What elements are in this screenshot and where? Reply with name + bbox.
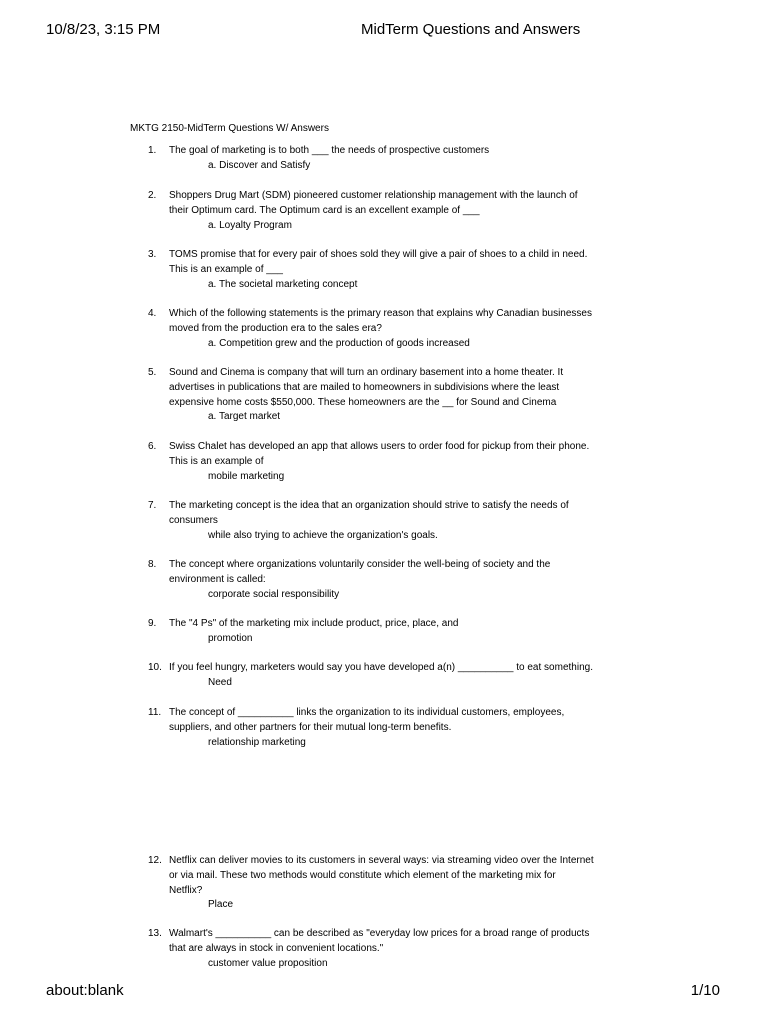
answer-text: customer value proposition: [208, 957, 328, 969]
question-body: [169, 927, 644, 971]
question-number: 7.: [148, 500, 157, 511]
question-number: 3.: [148, 249, 157, 260]
question-body: [169, 854, 644, 913]
answer-text: Need: [208, 676, 232, 688]
question-body: [169, 706, 644, 750]
question-number: 8.: [148, 559, 157, 570]
answer-text: relationship marketing: [208, 736, 306, 748]
answer-text: corporate social responsibility: [208, 588, 340, 600]
question-number: 10.: [148, 662, 162, 673]
question-number: 9.: [148, 618, 157, 629]
question-text-line: This is an example of ___: [169, 263, 283, 275]
question-text-line: The "4 Ps" of the marketing mix include product, price, place, and: [169, 618, 459, 629]
question-number: 6.: [148, 441, 157, 452]
question-text-line: moved from the production era to the sales era?: [169, 322, 382, 334]
question-body: [169, 661, 644, 691]
question-number: 11.: [148, 707, 162, 718]
question-text-line: or via mail. These two methods would constitute which element of the marketing mix for: [169, 869, 556, 881]
question-text-line: Swiss Chalet has developed an app that allows users to order food for pickup from their phone.: [169, 441, 590, 452]
question-number: 2.: [148, 190, 157, 201]
answer-text: Place: [208, 899, 234, 911]
answer-text: a. Loyalty Program: [208, 219, 292, 231]
print-datetime: 10/8/23, 3:15 PM: [46, 21, 161, 38]
answer-text: a. Target market: [208, 411, 281, 423]
question-text-line: Netflix?: [169, 884, 203, 896]
print-page-number: 1/10: [690, 982, 720, 999]
question-number: 1.: [148, 145, 157, 156]
print-url: about:blank: [46, 982, 124, 999]
document-title: MKTG 2150-MidTerm Questions W/ Answers: [130, 123, 329, 134]
answer-text: a. The societal marketing concept: [208, 278, 358, 290]
question-body: [169, 189, 644, 233]
question-number: 13.: [148, 928, 162, 939]
print-footer: [0, 982, 768, 1006]
question-text-line: advertises in publications that are mailed to homeowners in subdivisions where the least: [169, 381, 560, 393]
question-number: 5.: [148, 367, 157, 378]
question-text-line: The concept of __________ links the organization to its individual customers, employees,: [169, 707, 565, 718]
answer-text: while also trying to achieve the organization's goals.: [208, 529, 438, 541]
question-body: [169, 440, 644, 484]
question-text-line: suppliers, and other partners for their mutual long-term benefits.: [169, 721, 452, 733]
question-text-line: If you feel hungry, marketers would say you have developed a(n) __________ to eat something.: [169, 662, 593, 673]
question-text-line: TOMS promise that for every pair of shoes sold they will give a pair of shoes to a child in need.: [169, 249, 588, 260]
question-text-line: that are always in stock in convenient locations.": [169, 942, 384, 954]
answer-text: mobile marketing: [208, 470, 285, 482]
question-body: [169, 248, 644, 292]
print-page-title: MidTerm Questions and Answers: [361, 21, 581, 38]
answer-text: promotion: [208, 632, 253, 644]
question-body: [169, 144, 644, 174]
question-text-line: their Optimum card. The Optimum card is an excellent example of ___: [169, 204, 480, 216]
question-text-line: The marketing concept is the idea that an organization should strive to satisfy the needs of: [169, 500, 569, 511]
question-body: [169, 307, 644, 351]
answer-text: a. Competition grew and the production of goods increased: [208, 337, 470, 349]
question-number: 12.: [148, 855, 162, 866]
question-text-line: This is an example of: [169, 455, 264, 467]
question-text-line: Which of the following statements is the primary reason that explains why Canadian businesses: [169, 308, 592, 319]
question-body: [169, 617, 644, 647]
question-body: [169, 499, 644, 543]
question-text-line: The goal of marketing is to both ___ the needs of prospective customers: [169, 145, 490, 156]
question-text-line: expensive home costs $550,000. These homeowners are the __ for Sound and Cinema: [169, 396, 557, 408]
question-text-line: Shoppers Drug Mart (SDM) pioneered customer relationship management with the launch of: [169, 190, 578, 201]
question-text-line: consumers: [169, 514, 218, 526]
question-text-line: Sound and Cinema is company that will turn an ordinary basement into a home theater. It: [169, 367, 564, 378]
answer-text: a. Discover and Satisfy: [208, 159, 311, 171]
question-body: [169, 558, 644, 602]
question-text-line: Netflix can deliver movies to its customers in several ways: via streaming video over the Internet: [169, 855, 594, 866]
question-text-line: Walmart's __________ can be described as "everyday low prices for a broad range of products: [169, 928, 590, 939]
question-text-line: environment is called:: [169, 573, 266, 585]
question-text-line: The concept where organizations voluntarily consider the well-being of society and the: [169, 559, 551, 570]
question-number: 4.: [148, 308, 157, 319]
question-body: [169, 366, 644, 425]
